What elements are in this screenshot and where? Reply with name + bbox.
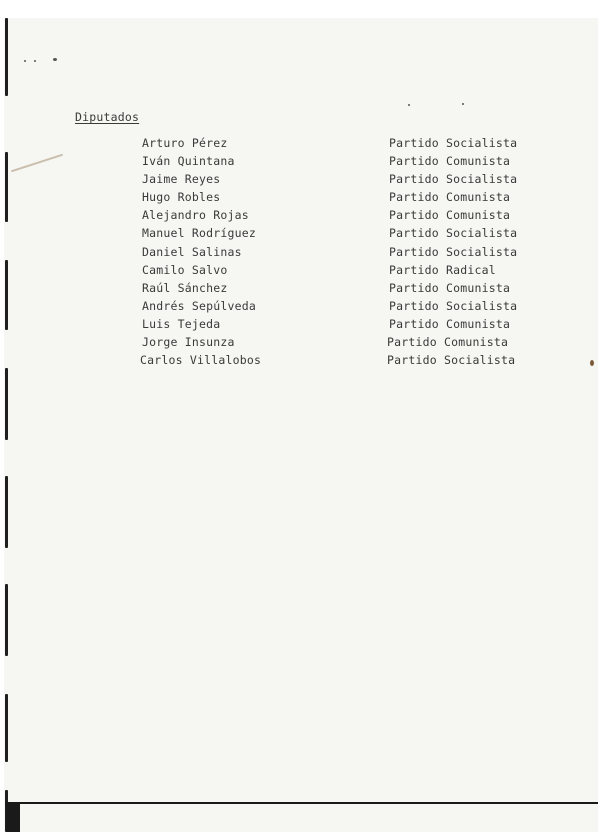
- member-name: Jaime Reyes: [142, 172, 221, 187]
- member-party: Partido Comunista: [389, 154, 511, 169]
- member-name: Alejandro Rojas: [142, 208, 249, 223]
- member-party: Partido Comunista: [387, 335, 509, 350]
- member-party: Partido Comunista: [389, 190, 511, 205]
- member-name: Camilo Salvo: [142, 262, 228, 277]
- member-name: Carlos Villalobos: [140, 353, 262, 368]
- list-item: [0, 136, 604, 154]
- member-party: Partido Comunista: [389, 316, 511, 331]
- ink-speck: [408, 104, 410, 106]
- list-item: [0, 245, 604, 263]
- ink-speck: [53, 58, 57, 61]
- member-name: Arturo Pérez: [142, 136, 228, 150]
- paper-bottom-edge: [6, 802, 598, 804]
- binding-hole-mark: [5, 18, 8, 96]
- member-name: Manuel Rodríguez: [142, 226, 256, 241]
- member-party: Partido Radical: [389, 262, 496, 277]
- member-party: Partido Socialista: [389, 226, 518, 241]
- member-party: Partido Socialista: [389, 298, 518, 313]
- list-item: [0, 226, 604, 244]
- list-item: [0, 172, 604, 190]
- member-name: Hugo Robles: [142, 190, 221, 205]
- paper-bottom-corner: [6, 802, 20, 832]
- list-item: [0, 353, 604, 371]
- member-party: Partido Socialista: [389, 244, 518, 259]
- member-name: Jorge Insunza: [142, 335, 235, 350]
- list-item: [0, 317, 604, 335]
- member-party: Partido Socialista: [389, 172, 518, 187]
- member-party: Partido Comunista: [389, 208, 511, 223]
- member-party: Partido Socialista: [387, 353, 516, 368]
- binding-hole-mark: [5, 694, 8, 762]
- member-name: Luis Tejeda: [142, 316, 221, 331]
- ink-speck: [24, 60, 26, 62]
- list-item: [0, 154, 604, 172]
- list-item: [0, 281, 604, 299]
- member-name: Raúl Sánchez: [142, 280, 228, 295]
- member-name: Andrés Sepúlveda: [142, 298, 256, 313]
- ink-speck: [462, 103, 464, 105]
- binding-hole-mark: [5, 584, 8, 656]
- member-party: Partido Socialista: [389, 136, 518, 150]
- deputies-list: [0, 136, 604, 371]
- section-heading: Diputados: [75, 110, 140, 124]
- binding-hole-mark: [5, 368, 8, 440]
- list-item: [0, 299, 604, 317]
- list-item: [0, 190, 604, 208]
- member-name: Iván Quintana: [142, 154, 235, 169]
- member-name: Daniel Salinas: [142, 244, 242, 259]
- list-item: [0, 335, 604, 353]
- list-item: [0, 263, 604, 281]
- list-item: [0, 208, 604, 226]
- ink-speck: [34, 60, 36, 62]
- member-party: Partido Comunista: [389, 280, 511, 295]
- binding-hole-mark: [5, 476, 8, 548]
